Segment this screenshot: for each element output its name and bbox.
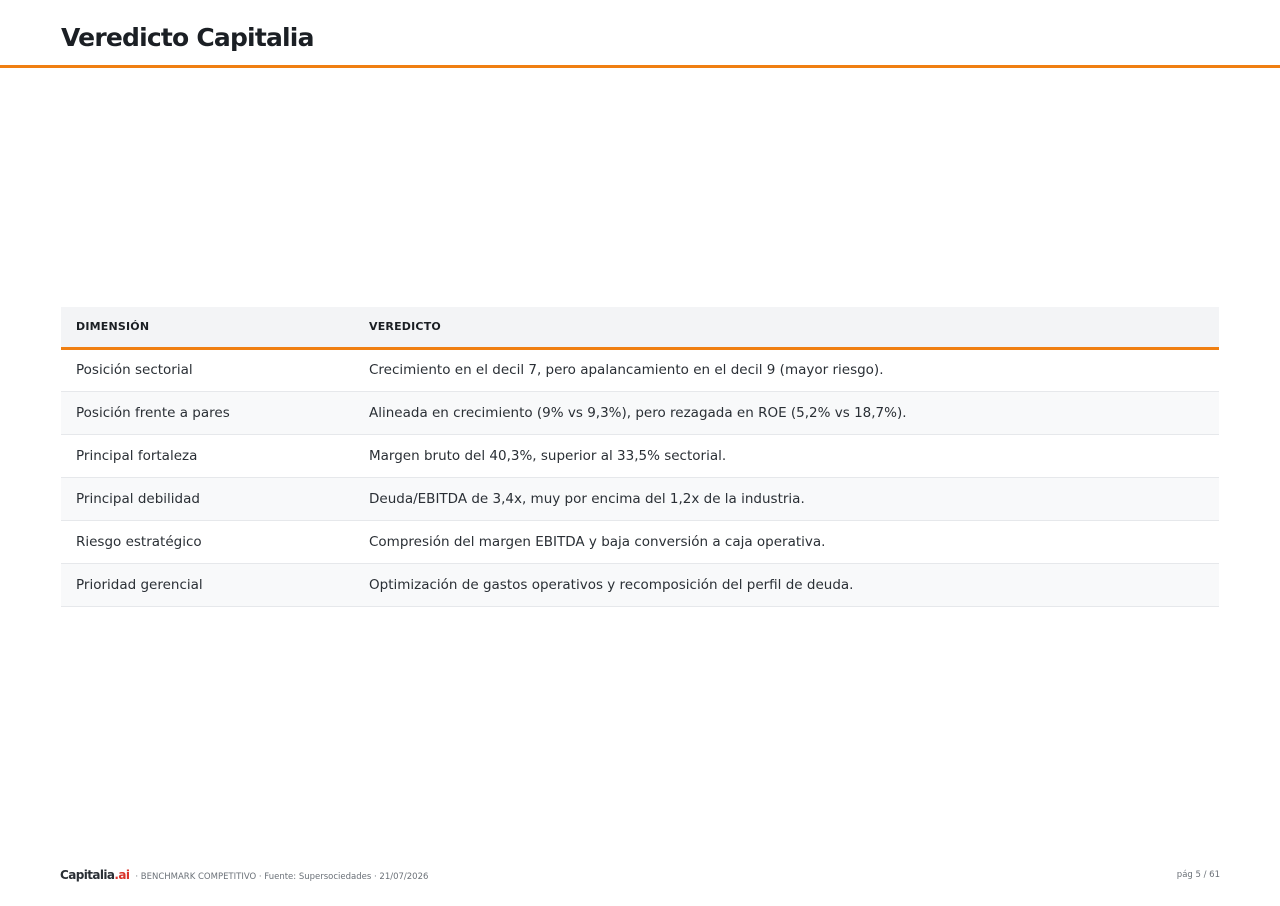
column-header-verdict: VEREDICTO — [354, 307, 1219, 348]
dimension-cell: Posición sectorial — [61, 348, 354, 391]
table-row — [61, 520, 1219, 563]
dimension-cell: Principal debilidad — [61, 477, 354, 520]
page-header — [0, 0, 1280, 68]
brand-logo — [60, 868, 129, 882]
footer-meta: · BENCHMARK COMPETITIVO · Fuente: Supersociedades · 21/07/2026 — [135, 872, 429, 882]
brand-logo-accent: .ai — [114, 868, 130, 882]
dimension-cell: Posición frente a pares — [61, 391, 354, 434]
verdict-cell: Compresión del margen EBITDA y baja conversión a caja operativa. — [354, 520, 1219, 563]
table-row — [61, 348, 1219, 391]
table-row — [61, 391, 1219, 434]
footer-left — [60, 868, 428, 882]
verdict-cell: Crecimiento en el decil 7, pero apalancamiento en el decil 9 (mayor riesgo). — [354, 348, 1219, 391]
dimension-cell: Prioridad gerencial — [61, 563, 354, 606]
verdict-cell: Deuda/EBITDA de 3,4x, muy por encima del 1,2x de la industria. — [354, 477, 1219, 520]
column-header-dimension: DIMENSIÓN — [61, 307, 354, 348]
table-row — [61, 477, 1219, 520]
page-number: pág 5 / 61 — [1176, 870, 1220, 880]
page-title: Veredicto Capitalia — [61, 23, 314, 52]
table-row — [61, 563, 1219, 606]
dimension-cell: Principal fortaleza — [61, 434, 354, 477]
verdict-cell: Optimización de gastos operativos y recomposición del perfil de deuda. — [354, 563, 1219, 606]
verdict-cell: Margen bruto del 40,3%, superior al 33,5% sectorial. — [354, 434, 1219, 477]
table-header-row — [61, 307, 1219, 348]
dimension-cell: Riesgo estratégico — [61, 520, 354, 563]
verdict-table — [61, 307, 1219, 607]
table-row — [61, 434, 1219, 477]
brand-logo-main: Capitalia — [60, 868, 115, 882]
page-footer — [60, 868, 1220, 886]
verdict-cell: Alineada en crecimiento (9% vs 9,3%), pero rezagada en ROE (5,2% vs 18,7%). — [354, 391, 1219, 434]
